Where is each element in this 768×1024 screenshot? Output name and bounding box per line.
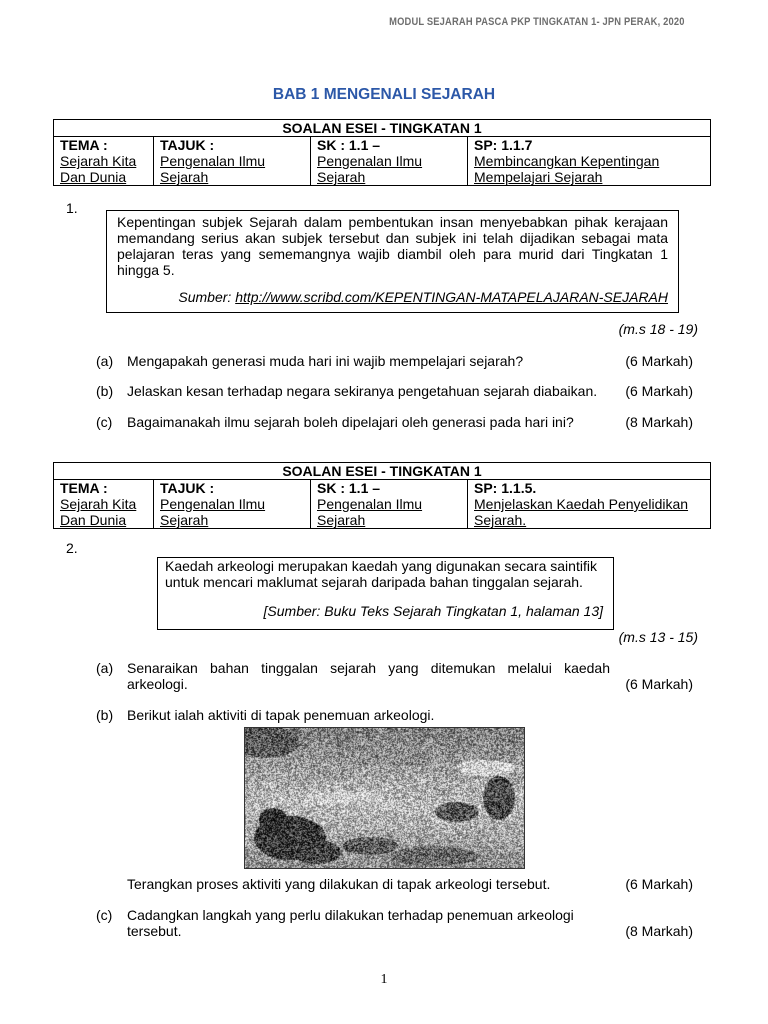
sp-line: [474, 169, 704, 185]
sk-line: [317, 153, 461, 169]
topic-table-body-row: [54, 480, 711, 529]
sp-label: SP: 1.1.5.: [474, 480, 537, 496]
question-number-1: 1.: [66, 200, 78, 216]
question-marks: (8 Markah): [625, 414, 693, 430]
sp-cell: [468, 137, 711, 186]
question-line: arkeologi.: [127, 676, 188, 692]
stimulus-box-2: [157, 557, 614, 630]
question-label: (b): [96, 707, 114, 723]
sk-label: SK : 1.1 –: [317, 480, 381, 496]
question-marks: (8 Markah): [625, 923, 693, 939]
chapter-title: BAB 1 MENGENALI SEJARAH: [272, 86, 496, 103]
sp-cell: [468, 480, 711, 529]
question-label: (c): [96, 907, 113, 923]
excavation-photo-frame: [244, 727, 525, 869]
sp-text: Membincangkan Kepentingan: [474, 153, 660, 169]
tajuk-text: Pengenalan Ilmu: [160, 496, 266, 512]
stimulus-line: pelajaran teras yang sememangnya wajib diambil oleh para murid dari Tingkatan 1: [117, 246, 668, 262]
stimulus-line: Kaedah arkeologi merupakan kaedah yang digunakan secara saintifik: [165, 558, 597, 574]
stimulus-source: [117, 289, 668, 305]
tema-line: [60, 512, 147, 528]
sp-label: SP: 1.1.7: [474, 137, 533, 153]
running-header: MODUL SEJARAH PASCA PKP TINGKATAN 1- JPN PERAK, 2020: [389, 16, 685, 28]
question-text: [127, 907, 610, 939]
question-line: Mengapakah generasi muda hari ini wajib mempelajari sejarah?: [127, 353, 524, 369]
tajuk-line: [160, 153, 304, 169]
page-reference-2: (m.s 13 - 15): [618, 629, 698, 645]
tema-text: Dan Dunia: [60, 169, 127, 185]
tema-label: TEMA :: [60, 480, 108, 496]
sk-line: [317, 496, 461, 512]
question-line: Senaraikan bahan tinggalan sejarah yang ditemukan melalui kaedah: [127, 660, 610, 676]
sp-line: [474, 512, 704, 528]
question-label: (a): [96, 353, 114, 369]
question-text: [127, 660, 610, 692]
source-label: Sumber:: [178, 289, 236, 305]
sk-label: SK : 1.1 –: [317, 137, 381, 153]
sk-text: Pengenalan Ilmu: [317, 153, 423, 169]
sk-line: [317, 169, 461, 185]
topic-table-2: [53, 462, 711, 529]
tajuk-text: Sejarah: [160, 169, 209, 185]
question-text: [127, 876, 610, 892]
topic-table-heading-row: [54, 120, 711, 137]
tema-text: Sejarah Kita: [60, 496, 137, 512]
tajuk-line: [160, 496, 304, 512]
question-label: (a): [96, 660, 114, 676]
question-line: tersebut.: [127, 923, 182, 939]
tajuk-text: Sejarah: [160, 512, 209, 528]
question-label: (c): [96, 414, 113, 430]
question-text: [127, 353, 610, 369]
sp-text: Mempelajari Sejarah: [474, 169, 603, 185]
question-1c: [96, 414, 693, 430]
question-text: [127, 707, 610, 723]
question-marks: (6 Markah): [625, 876, 693, 892]
question-marks: (6 Markah): [625, 676, 693, 692]
question-line: Terangkan proses aktiviti yang dilakukan di tapak arkeologi tersebut.: [127, 876, 551, 892]
question-marks: (6 Markah): [625, 353, 693, 369]
question-line: Berikut ialah aktiviti di tapak penemuan arkeologi.: [127, 707, 435, 723]
question-1b: [96, 383, 693, 399]
tema-label: TEMA :: [60, 137, 108, 153]
sk-text: Sejarah: [317, 512, 366, 528]
sp-line: [474, 153, 704, 169]
tema-text: Dan Dunia: [60, 512, 127, 528]
tema-line: [60, 496, 147, 512]
question-line: Cadangkan langkah yang perlu dilakukan terhadap penemuan arkeologi: [127, 907, 574, 923]
page-number: 1: [380, 972, 388, 987]
question-text: [127, 383, 610, 399]
tema-cell: [54, 480, 154, 529]
question-2c: [96, 907, 693, 939]
sk-cell: [311, 137, 468, 186]
question-2b: [96, 707, 693, 723]
tema-line: [60, 153, 147, 169]
stimulus-source: [Sumber: Buku Teks Sejarah Tingkatan 1, halaman 13]: [263, 603, 603, 619]
question-2a: [96, 660, 693, 692]
tema-line: [60, 169, 147, 185]
topic-table-body-row: [54, 137, 711, 186]
sk-cell: [311, 480, 468, 529]
tajuk-text: Pengenalan Ilmu: [160, 153, 266, 169]
tajuk-cell: [154, 480, 311, 529]
source-link[interactable]: http://www.scribd.com/KEPENTINGAN-MATAPELAJARAN-SEJARAH: [235, 289, 668, 305]
question-1a: [96, 353, 693, 369]
topic-table-heading: SOALAN ESEI - TINGKATAN 1: [54, 463, 711, 480]
excavation-photo: [245, 728, 524, 868]
stimulus-line: hingga 5.: [117, 262, 175, 278]
tema-cell: [54, 137, 154, 186]
stimulus-box-1: [106, 210, 679, 313]
stimulus-line: memandang serius akan subjek tersebut dan subjek ini telah dijadikan sebagai mata: [117, 230, 668, 246]
question-2b-task: [96, 876, 693, 892]
question-label: (b): [96, 383, 114, 399]
sk-text: Sejarah: [317, 169, 366, 185]
sk-line: [317, 512, 461, 528]
sp-text: Menjelaskan Kaedah Penyelidikan: [474, 496, 689, 512]
page-reference-1: (m.s 18 - 19): [618, 321, 698, 337]
question-marks: (6 Markah): [625, 383, 693, 399]
question-number-2: 2.: [66, 540, 78, 556]
tajuk-line: [160, 169, 304, 185]
sp-line: [474, 496, 704, 512]
tajuk-label: TAJUK :: [160, 137, 215, 153]
question-line: Jelaskan kesan terhadap negara sekiranya pengetahuan sejarah diabaikan.: [127, 383, 598, 399]
stimulus-line: Kepentingan subjek Sejarah dalam pembentukan insan menyebabkan pihak kerajaan: [117, 214, 668, 230]
tema-text: Sejarah Kita: [60, 153, 137, 169]
sp-text: Sejarah.: [474, 512, 527, 528]
question-line: Bagaimanakah ilmu sejarah boleh dipelajari oleh generasi pada hari ini?: [127, 414, 574, 430]
topic-table-heading: SOALAN ESEI - TINGKATAN 1: [54, 120, 711, 137]
topic-table-heading-row: [54, 463, 711, 480]
tajuk-line: [160, 512, 304, 528]
stimulus-line: untuk mencari maklumat sejarah daripada bahan tinggalan sejarah.: [165, 574, 583, 590]
topic-table-1: [53, 119, 711, 186]
tajuk-label: TAJUK :: [160, 480, 215, 496]
sk-text: Pengenalan Ilmu: [317, 496, 423, 512]
question-text: [127, 414, 610, 430]
tajuk-cell: [154, 137, 311, 186]
